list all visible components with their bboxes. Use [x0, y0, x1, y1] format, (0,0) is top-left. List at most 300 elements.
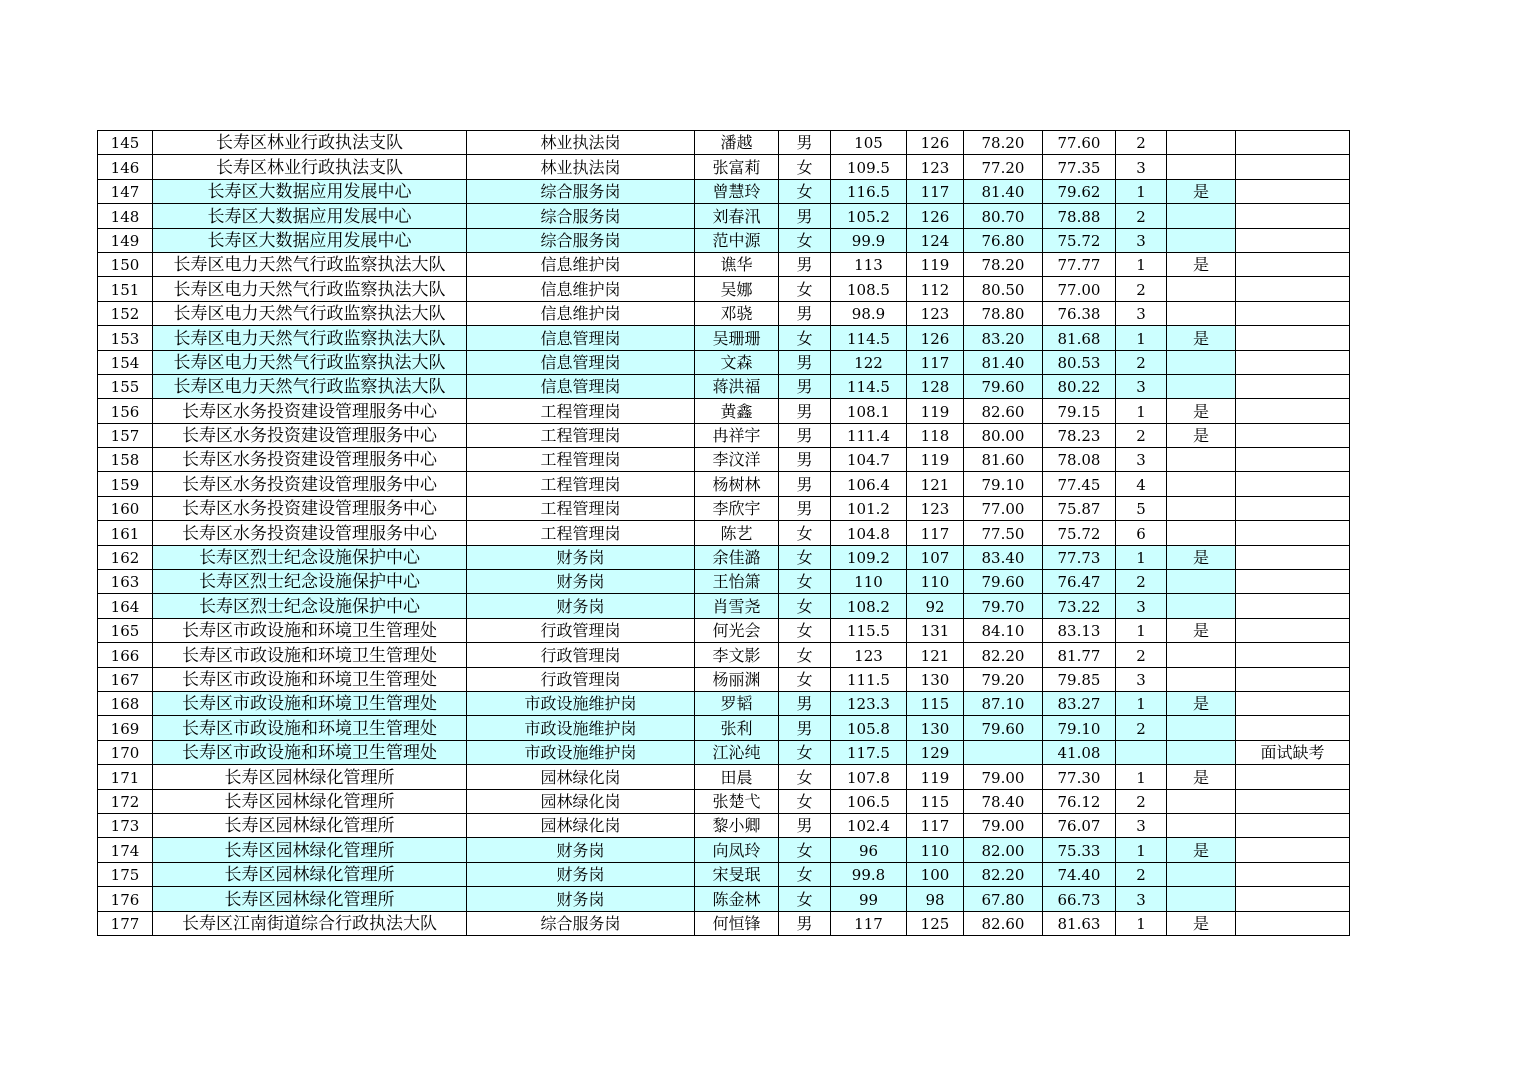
rank-cell: 1: [1116, 326, 1167, 350]
unit-cell: 长寿区林业行政执法支队: [153, 155, 467, 179]
post-cell: 市政设施维护岗: [467, 716, 695, 740]
note-cell: [1236, 326, 1350, 350]
name-cell: 张富莉: [695, 155, 779, 179]
note-cell: [1236, 570, 1350, 594]
interview-score-cell: 80.70: [964, 204, 1043, 228]
written-score-cell: 117: [831, 911, 907, 935]
row-number: 165: [98, 618, 153, 642]
table-row: [98, 496, 1350, 520]
interview-score-cell: 79.70: [964, 594, 1043, 618]
table-row: [98, 643, 1350, 667]
total-score-cell: 41.08: [1043, 740, 1116, 764]
skill-score-cell: 126: [907, 204, 964, 228]
gender-cell: 男: [779, 716, 831, 740]
row-number: 158: [98, 448, 153, 472]
written-score-cell: 116.5: [831, 179, 907, 203]
unit-cell: 长寿区烈士纪念设施保护中心: [153, 594, 467, 618]
name-cell: 冉祥宇: [695, 423, 779, 447]
skill-score-cell: 121: [907, 472, 964, 496]
total-score-cell: 79.10: [1043, 716, 1116, 740]
interview-score-cell: 84.10: [964, 618, 1043, 642]
note-cell: [1236, 618, 1350, 642]
table-row: [98, 277, 1350, 301]
unit-cell: 长寿区园林绿化管理所: [153, 813, 467, 837]
note-cell: [1236, 496, 1350, 520]
note-cell: [1236, 838, 1350, 862]
total-score-cell: 83.27: [1043, 691, 1116, 715]
interview-score-cell: 76.80: [964, 228, 1043, 252]
interview-score-cell: 87.10: [964, 691, 1043, 715]
pass-mark-cell: [1167, 277, 1236, 301]
gender-cell: 女: [779, 155, 831, 179]
note-cell: [1236, 155, 1350, 179]
total-score-cell: 77.00: [1043, 277, 1116, 301]
gender-cell: 女: [779, 326, 831, 350]
written-score-cell: 99.9: [831, 228, 907, 252]
gender-cell: 女: [779, 740, 831, 764]
row-number: 164: [98, 594, 153, 618]
total-score-cell: 76.38: [1043, 301, 1116, 325]
table-row: [98, 131, 1350, 155]
note-cell: [1236, 643, 1350, 667]
rank-cell: 1: [1116, 691, 1167, 715]
skill-score-cell: 117: [907, 179, 964, 203]
unit-cell: 长寿区电力天然气行政监察执法大队: [153, 374, 467, 398]
written-score-cell: 111.4: [831, 423, 907, 447]
gender-cell: 女: [779, 887, 831, 911]
post-cell: 工程管理岗: [467, 521, 695, 545]
pass-mark-cell: [1167, 643, 1236, 667]
row-number: 168: [98, 691, 153, 715]
rank-cell: 3: [1116, 448, 1167, 472]
table-row: [98, 813, 1350, 837]
table-row: [98, 521, 1350, 545]
unit-cell: 长寿区市政设施和环境卫生管理处: [153, 716, 467, 740]
unit-cell: 长寿区市政设施和环境卫生管理处: [153, 740, 467, 764]
table-row: [98, 594, 1350, 618]
unit-cell: 长寿区园林绿化管理所: [153, 765, 467, 789]
pass-mark-cell: [1167, 155, 1236, 179]
written-score-cell: 123.3: [831, 691, 907, 715]
row-number: 155: [98, 374, 153, 398]
pass-mark-cell: [1167, 204, 1236, 228]
name-cell: 张楚弋: [695, 789, 779, 813]
table-row: [98, 911, 1350, 935]
pass-mark-cell: [1167, 862, 1236, 886]
skill-score-cell: 130: [907, 667, 964, 691]
row-number: 151: [98, 277, 153, 301]
note-cell: [1236, 667, 1350, 691]
total-score-cell: 79.62: [1043, 179, 1116, 203]
post-cell: 林业执法岗: [467, 131, 695, 155]
note-cell: [1236, 887, 1350, 911]
written-score-cell: 108.1: [831, 399, 907, 423]
written-score-cell: 123: [831, 643, 907, 667]
name-cell: 刘春汛: [695, 204, 779, 228]
written-score-cell: 98.9: [831, 301, 907, 325]
unit-cell: 长寿区水务投资建设管理服务中心: [153, 423, 467, 447]
unit-cell: 长寿区烈士纪念设施保护中心: [153, 570, 467, 594]
gender-cell: 女: [779, 618, 831, 642]
pass-mark-cell: [1167, 301, 1236, 325]
table-row: [98, 423, 1350, 447]
post-cell: 信息管理岗: [467, 374, 695, 398]
rank-cell: 1: [1116, 838, 1167, 862]
post-cell: 工程管理岗: [467, 448, 695, 472]
skill-score-cell: 119: [907, 399, 964, 423]
post-cell: 工程管理岗: [467, 423, 695, 447]
gender-cell: 男: [779, 448, 831, 472]
gender-cell: 女: [779, 545, 831, 569]
skill-score-cell: 130: [907, 716, 964, 740]
post-cell: 信息管理岗: [467, 350, 695, 374]
row-number: 149: [98, 228, 153, 252]
results-table: [97, 130, 1350, 936]
post-cell: 行政管理岗: [467, 667, 695, 691]
interview-score-cell: 79.60: [964, 570, 1043, 594]
gender-cell: 女: [779, 521, 831, 545]
total-score-cell: 75.72: [1043, 228, 1116, 252]
total-score-cell: 73.22: [1043, 594, 1116, 618]
name-cell: 王怡箫: [695, 570, 779, 594]
gender-cell: 男: [779, 350, 831, 374]
total-score-cell: 81.77: [1043, 643, 1116, 667]
gender-cell: 男: [779, 301, 831, 325]
skill-score-cell: 119: [907, 765, 964, 789]
skill-score-cell: 112: [907, 277, 964, 301]
table-row: [98, 179, 1350, 203]
unit-cell: 长寿区市政设施和环境卫生管理处: [153, 618, 467, 642]
rank-cell: 1: [1116, 911, 1167, 935]
name-cell: 余佳潞: [695, 545, 779, 569]
skill-score-cell: 117: [907, 521, 964, 545]
skill-score-cell: 125: [907, 911, 964, 935]
note-cell: [1236, 204, 1350, 228]
pass-mark-cell: [1167, 716, 1236, 740]
unit-cell: 长寿区大数据应用发展中心: [153, 228, 467, 252]
total-score-cell: 78.23: [1043, 423, 1116, 447]
table-row: [98, 862, 1350, 886]
pass-mark-cell: 是: [1167, 765, 1236, 789]
unit-cell: 长寿区园林绿化管理所: [153, 838, 467, 862]
unit-cell: 长寿区电力天然气行政监察执法大队: [153, 301, 467, 325]
total-score-cell: 81.63: [1043, 911, 1116, 935]
gender-cell: 女: [779, 667, 831, 691]
unit-cell: 长寿区电力天然气行政监察执法大队: [153, 350, 467, 374]
rank-cell: 2: [1116, 789, 1167, 813]
interview-score-cell: 80.00: [964, 423, 1043, 447]
unit-cell: 长寿区市政设施和环境卫生管理处: [153, 667, 467, 691]
interview-score-cell: 78.80: [964, 301, 1043, 325]
row-number: 157: [98, 423, 153, 447]
total-score-cell: 75.87: [1043, 496, 1116, 520]
rank-cell: 3: [1116, 594, 1167, 618]
skill-score-cell: 126: [907, 326, 964, 350]
pass-mark-cell: 是: [1167, 691, 1236, 715]
table-row: [98, 667, 1350, 691]
interview-score-cell: 78.40: [964, 789, 1043, 813]
written-score-cell: 105.8: [831, 716, 907, 740]
name-cell: 黄鑫: [695, 399, 779, 423]
total-score-cell: 75.72: [1043, 521, 1116, 545]
table-row: [98, 740, 1350, 764]
rank-cell: 3: [1116, 301, 1167, 325]
unit-cell: 长寿区电力天然气行政监察执法大队: [153, 252, 467, 276]
total-score-cell: 78.08: [1043, 448, 1116, 472]
post-cell: 工程管理岗: [467, 472, 695, 496]
rank-cell: 1: [1116, 765, 1167, 789]
note-cell: [1236, 131, 1350, 155]
interview-score-cell: 82.20: [964, 862, 1043, 886]
name-cell: 何恒锋: [695, 911, 779, 935]
gender-cell: 女: [779, 643, 831, 667]
interview-score-cell: 79.60: [964, 374, 1043, 398]
gender-cell: 男: [779, 813, 831, 837]
gender-cell: 男: [779, 691, 831, 715]
note-cell: [1236, 277, 1350, 301]
gender-cell: 男: [779, 423, 831, 447]
pass-mark-cell: 是: [1167, 423, 1236, 447]
note-cell: [1236, 228, 1350, 252]
rank-cell: 3: [1116, 374, 1167, 398]
rank-cell: 1: [1116, 399, 1167, 423]
row-number: 175: [98, 862, 153, 886]
rank-cell: 5: [1116, 496, 1167, 520]
gender-cell: 女: [779, 570, 831, 594]
unit-cell: 长寿区市政设施和环境卫生管理处: [153, 691, 467, 715]
skill-score-cell: 98: [907, 887, 964, 911]
row-number: 161: [98, 521, 153, 545]
written-score-cell: 115.5: [831, 618, 907, 642]
written-score-cell: 108.5: [831, 277, 907, 301]
pass-mark-cell: 是: [1167, 618, 1236, 642]
skill-score-cell: 119: [907, 252, 964, 276]
note-cell: [1236, 862, 1350, 886]
name-cell: 邓骁: [695, 301, 779, 325]
total-score-cell: 81.68: [1043, 326, 1116, 350]
note-cell: [1236, 521, 1350, 545]
name-cell: 陈艺: [695, 521, 779, 545]
name-cell: 吴珊珊: [695, 326, 779, 350]
written-score-cell: 99.8: [831, 862, 907, 886]
name-cell: 罗韬: [695, 691, 779, 715]
unit-cell: 长寿区园林绿化管理所: [153, 862, 467, 886]
interview-score-cell: 83.20: [964, 326, 1043, 350]
row-number: 174: [98, 838, 153, 862]
skill-score-cell: 119: [907, 448, 964, 472]
unit-cell: 长寿区水务投资建设管理服务中心: [153, 472, 467, 496]
gender-cell: 男: [779, 204, 831, 228]
unit-cell: 长寿区园林绿化管理所: [153, 789, 467, 813]
name-cell: 吴娜: [695, 277, 779, 301]
pass-mark-cell: 是: [1167, 179, 1236, 203]
pass-mark-cell: [1167, 496, 1236, 520]
gender-cell: 男: [779, 399, 831, 423]
skill-score-cell: 107: [907, 545, 964, 569]
total-score-cell: 80.22: [1043, 374, 1116, 398]
pass-mark-cell: [1167, 374, 1236, 398]
post-cell: 财务岗: [467, 594, 695, 618]
written-score-cell: 104.8: [831, 521, 907, 545]
table-row: [98, 691, 1350, 715]
rank-cell: 4: [1116, 472, 1167, 496]
post-cell: 市政设施维护岗: [467, 691, 695, 715]
written-score-cell: 106.4: [831, 472, 907, 496]
pass-mark-cell: [1167, 887, 1236, 911]
interview-score-cell: 77.00: [964, 496, 1043, 520]
unit-cell: 长寿区电力天然气行政监察执法大队: [153, 326, 467, 350]
post-cell: 综合服务岗: [467, 179, 695, 203]
table-row: [98, 789, 1350, 813]
total-score-cell: 77.77: [1043, 252, 1116, 276]
written-score-cell: 105.2: [831, 204, 907, 228]
interview-score-cell: 79.60: [964, 716, 1043, 740]
total-score-cell: 77.30: [1043, 765, 1116, 789]
gender-cell: 女: [779, 228, 831, 252]
skill-score-cell: 121: [907, 643, 964, 667]
note-cell: [1236, 813, 1350, 837]
total-score-cell: 80.53: [1043, 350, 1116, 374]
skill-score-cell: 115: [907, 789, 964, 813]
post-cell: 园林绿化岗: [467, 765, 695, 789]
row-number: 153: [98, 326, 153, 350]
pass-mark-cell: [1167, 448, 1236, 472]
written-score-cell: 109.5: [831, 155, 907, 179]
rank-cell: 6: [1116, 521, 1167, 545]
interview-score-cell: 80.50: [964, 277, 1043, 301]
name-cell: 陈金林: [695, 887, 779, 911]
post-cell: 园林绿化岗: [467, 789, 695, 813]
unit-cell: 长寿区水务投资建设管理服务中心: [153, 399, 467, 423]
written-score-cell: 104.7: [831, 448, 907, 472]
total-score-cell: 83.13: [1043, 618, 1116, 642]
note-cell: [1236, 374, 1350, 398]
pass-mark-cell: [1167, 472, 1236, 496]
name-cell: 黎小卿: [695, 813, 779, 837]
skill-score-cell: 115: [907, 691, 964, 715]
total-score-cell: 76.47: [1043, 570, 1116, 594]
pass-mark-cell: 是: [1167, 399, 1236, 423]
table-row: [98, 887, 1350, 911]
total-score-cell: 75.33: [1043, 838, 1116, 862]
table-row: [98, 301, 1350, 325]
row-number: 173: [98, 813, 153, 837]
total-score-cell: 74.40: [1043, 862, 1116, 886]
post-cell: 财务岗: [467, 545, 695, 569]
gender-cell: 女: [779, 838, 831, 862]
gender-cell: 男: [779, 252, 831, 276]
post-cell: 行政管理岗: [467, 618, 695, 642]
total-score-cell: 77.35: [1043, 155, 1116, 179]
skill-score-cell: 123: [907, 496, 964, 520]
rank-cell: 3: [1116, 813, 1167, 837]
gender-cell: 女: [779, 789, 831, 813]
interview-score-cell: 67.80: [964, 887, 1043, 911]
row-number: 172: [98, 789, 153, 813]
table-row: [98, 765, 1350, 789]
skill-score-cell: 117: [907, 350, 964, 374]
row-number: 167: [98, 667, 153, 691]
written-score-cell: 106.5: [831, 789, 907, 813]
name-cell: 杨树林: [695, 472, 779, 496]
note-cell: [1236, 252, 1350, 276]
name-cell: 宋旻珉: [695, 862, 779, 886]
total-score-cell: 77.60: [1043, 131, 1116, 155]
name-cell: 何光会: [695, 618, 779, 642]
written-score-cell: 111.5: [831, 667, 907, 691]
post-cell: 财务岗: [467, 838, 695, 862]
rank-cell: [1116, 740, 1167, 764]
pass-mark-cell: [1167, 740, 1236, 764]
rank-cell: 3: [1116, 667, 1167, 691]
rank-cell: 1: [1116, 618, 1167, 642]
written-score-cell: 107.8: [831, 765, 907, 789]
gender-cell: 女: [779, 594, 831, 618]
total-score-cell: 77.73: [1043, 545, 1116, 569]
written-score-cell: 114.5: [831, 374, 907, 398]
rank-cell: 2: [1116, 131, 1167, 155]
pass-mark-cell: 是: [1167, 838, 1236, 862]
table-row: [98, 618, 1350, 642]
table-row: [98, 350, 1350, 374]
total-score-cell: 66.73: [1043, 887, 1116, 911]
skill-score-cell: 128: [907, 374, 964, 398]
unit-cell: 长寿区水务投资建设管理服务中心: [153, 496, 467, 520]
skill-score-cell: 110: [907, 570, 964, 594]
rank-cell: 1: [1116, 179, 1167, 203]
table-row: [98, 545, 1350, 569]
post-cell: 工程管理岗: [467, 399, 695, 423]
table-row: [98, 716, 1350, 740]
pass-mark-cell: [1167, 813, 1236, 837]
gender-cell: 男: [779, 472, 831, 496]
post-cell: 财务岗: [467, 887, 695, 911]
pass-mark-cell: [1167, 570, 1236, 594]
pass-mark-cell: 是: [1167, 545, 1236, 569]
unit-cell: 长寿区电力天然气行政监察执法大队: [153, 277, 467, 301]
interview-score-cell: 77.50: [964, 521, 1043, 545]
rank-cell: 2: [1116, 204, 1167, 228]
gender-cell: 女: [779, 862, 831, 886]
written-score-cell: 117.5: [831, 740, 907, 764]
note-cell: [1236, 399, 1350, 423]
row-number: 177: [98, 911, 153, 935]
post-cell: 园林绿化岗: [467, 813, 695, 837]
written-score-cell: 99: [831, 887, 907, 911]
row-number: 147: [98, 179, 153, 203]
post-cell: 信息维护岗: [467, 277, 695, 301]
written-score-cell: 122: [831, 350, 907, 374]
note-cell: [1236, 423, 1350, 447]
row-number: 166: [98, 643, 153, 667]
name-cell: 李欣宇: [695, 496, 779, 520]
skill-score-cell: 123: [907, 155, 964, 179]
gender-cell: 男: [779, 131, 831, 155]
unit-cell: 长寿区烈士纪念设施保护中心: [153, 545, 467, 569]
post-cell: 综合服务岗: [467, 204, 695, 228]
rank-cell: 3: [1116, 228, 1167, 252]
post-cell: 综合服务岗: [467, 911, 695, 935]
rank-cell: 2: [1116, 862, 1167, 886]
unit-cell: 长寿区大数据应用发展中心: [153, 204, 467, 228]
name-cell: 文森: [695, 350, 779, 374]
table-row: [98, 472, 1350, 496]
pass-mark-cell: [1167, 667, 1236, 691]
unit-cell: 长寿区园林绿化管理所: [153, 887, 467, 911]
row-number: 154: [98, 350, 153, 374]
table-row: [98, 228, 1350, 252]
note-cell: [1236, 179, 1350, 203]
